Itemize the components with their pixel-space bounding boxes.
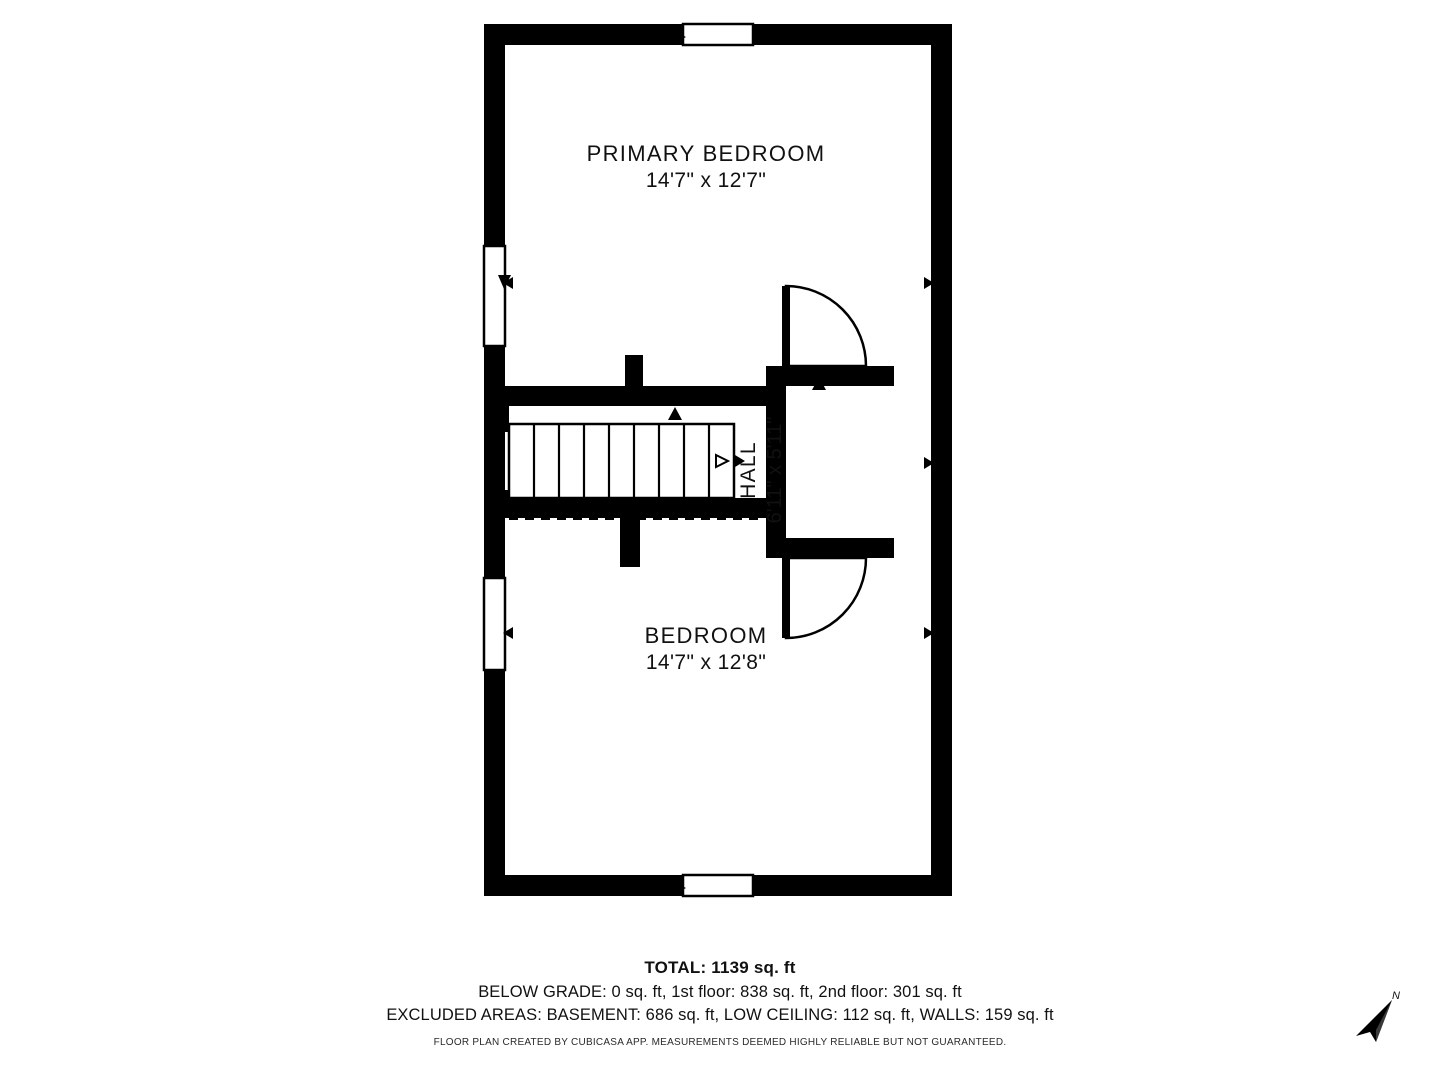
- room-dimensions: 14'7" x 12'7": [645, 169, 767, 193]
- total-area: TOTAL: 1139 sq. ft: [644, 958, 796, 977]
- floor-plan-summary: [0, 958, 1440, 1048]
- excluded-areas: EXCLUDED AREAS: BASEMENT: 686 sq. ft, LOW CEILING: 112 sq. ft, WALLS: 159 sq. ft: [386, 1006, 1054, 1024]
- room-dimensions: 6'11" x 5'11": [764, 416, 787, 524]
- room-name: BEDROOM: [644, 623, 768, 648]
- credit-note: FLOOR PLAN CREATED BY CUBICASA APP. MEASUREMENTS DEEMED HIGHLY RELIABLE BUT NOT GUARANTEED.: [433, 1037, 1007, 1048]
- room-name: PRIMARY BEDROOM: [586, 141, 826, 166]
- staircase: [509, 424, 745, 498]
- door-primary-bedroom: [782, 286, 866, 366]
- area-breakdown: BELOW GRADE: 0 sq. ft, 1st floor: 838 sq. ft, 2nd floor: 301 sq. ft: [478, 983, 962, 1001]
- room-label-hall: [735, 380, 915, 560]
- compass-rose: [1342, 992, 1402, 1052]
- room-label-primary-bedroom: [496, 140, 916, 195]
- room-name: HALL: [737, 441, 760, 499]
- room-label-bedroom: [496, 622, 916, 677]
- compass-north-label: N: [1392, 990, 1400, 1002]
- room-dimensions: 14'7" x 12'8": [645, 651, 767, 675]
